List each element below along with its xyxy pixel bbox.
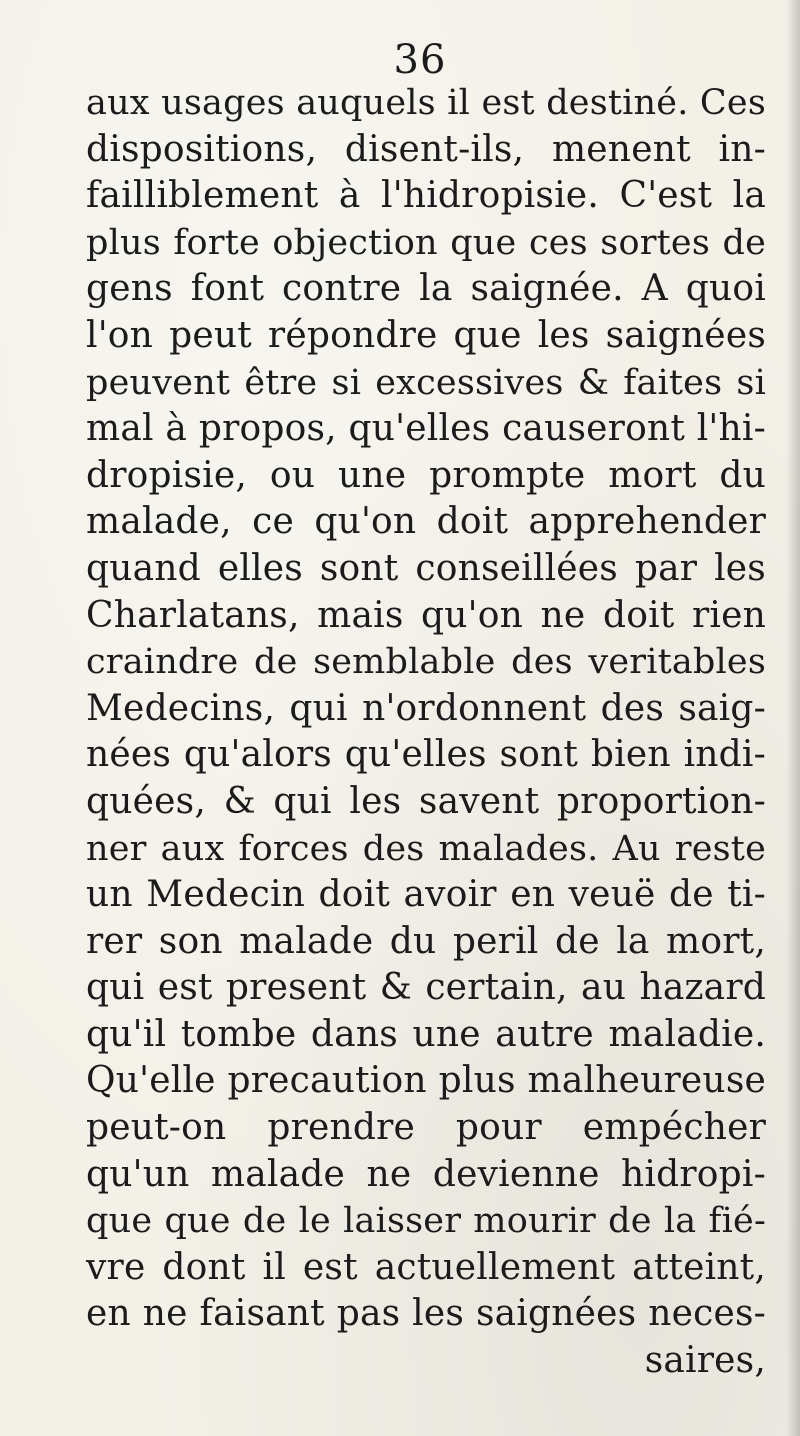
text-line: en ne faisant pas les saignées neces- (86, 1293, 766, 1335)
text-line: vre dont il est actuellement atteint, (86, 1246, 766, 1288)
text-line: dropisie, ou une prompte mort du (86, 454, 766, 496)
text-line: failliblement à l'hidropisie. C'est la (86, 175, 766, 217)
text-line: Medecins, qui n'ordonnent des saig- (86, 687, 766, 729)
text-line: quand elles sont conseillées par les (86, 547, 766, 589)
text-line: peut-on prendre pour empécher (86, 1107, 766, 1149)
text-line: peuvent être si excessives & faites si (86, 362, 766, 403)
catchword: saires, (644, 1340, 766, 1382)
text-line: craindre de semblable des veritables (86, 642, 766, 683)
text-line: quées, & qui les savent proportion- (86, 780, 766, 822)
text-line: qui est present & certain, au hazard (86, 967, 766, 1009)
page-number: 36 (393, 37, 447, 83)
text-line: un Medecin doit avoir en veuë de ti- (86, 874, 766, 916)
text-line: qu'il tombe dans une autre maladie. (86, 1013, 766, 1055)
text-line: nées qu'alors qu'elles sont bien indi- (86, 734, 766, 776)
text-line: que que de le laisser mourir de la fié- (86, 1201, 766, 1242)
text-line: qu'un malade ne devienne hidropi- (86, 1153, 766, 1195)
text-line: malade, ce qu'on doit apprehender (86, 501, 766, 543)
text-line: l'on peut répondre que les saignées (86, 314, 766, 356)
body-text (86, 80, 766, 1385)
text-line: aux usages auquels il est destiné. Ces (86, 83, 766, 123)
text-line: plus forte objection que ces sortes de (86, 222, 766, 263)
text-line: Charlatans, mais qu'on ne doit rien (86, 594, 766, 636)
page-edge-shadow (786, 0, 800, 1436)
text-line: dispositions, disent-ils, menent in- (86, 128, 766, 170)
text-line: gens font contre la saignée. A quoi (86, 268, 766, 310)
text-line: mal à propos, qu'elles causeront l'hi- (86, 408, 766, 450)
text-line: rer son malade du peril de la mort, (86, 920, 766, 962)
text-line: ner aux forces des malades. Au reste (86, 828, 766, 869)
text-line: Qu'elle precaution plus malheureuse (86, 1060, 766, 1102)
